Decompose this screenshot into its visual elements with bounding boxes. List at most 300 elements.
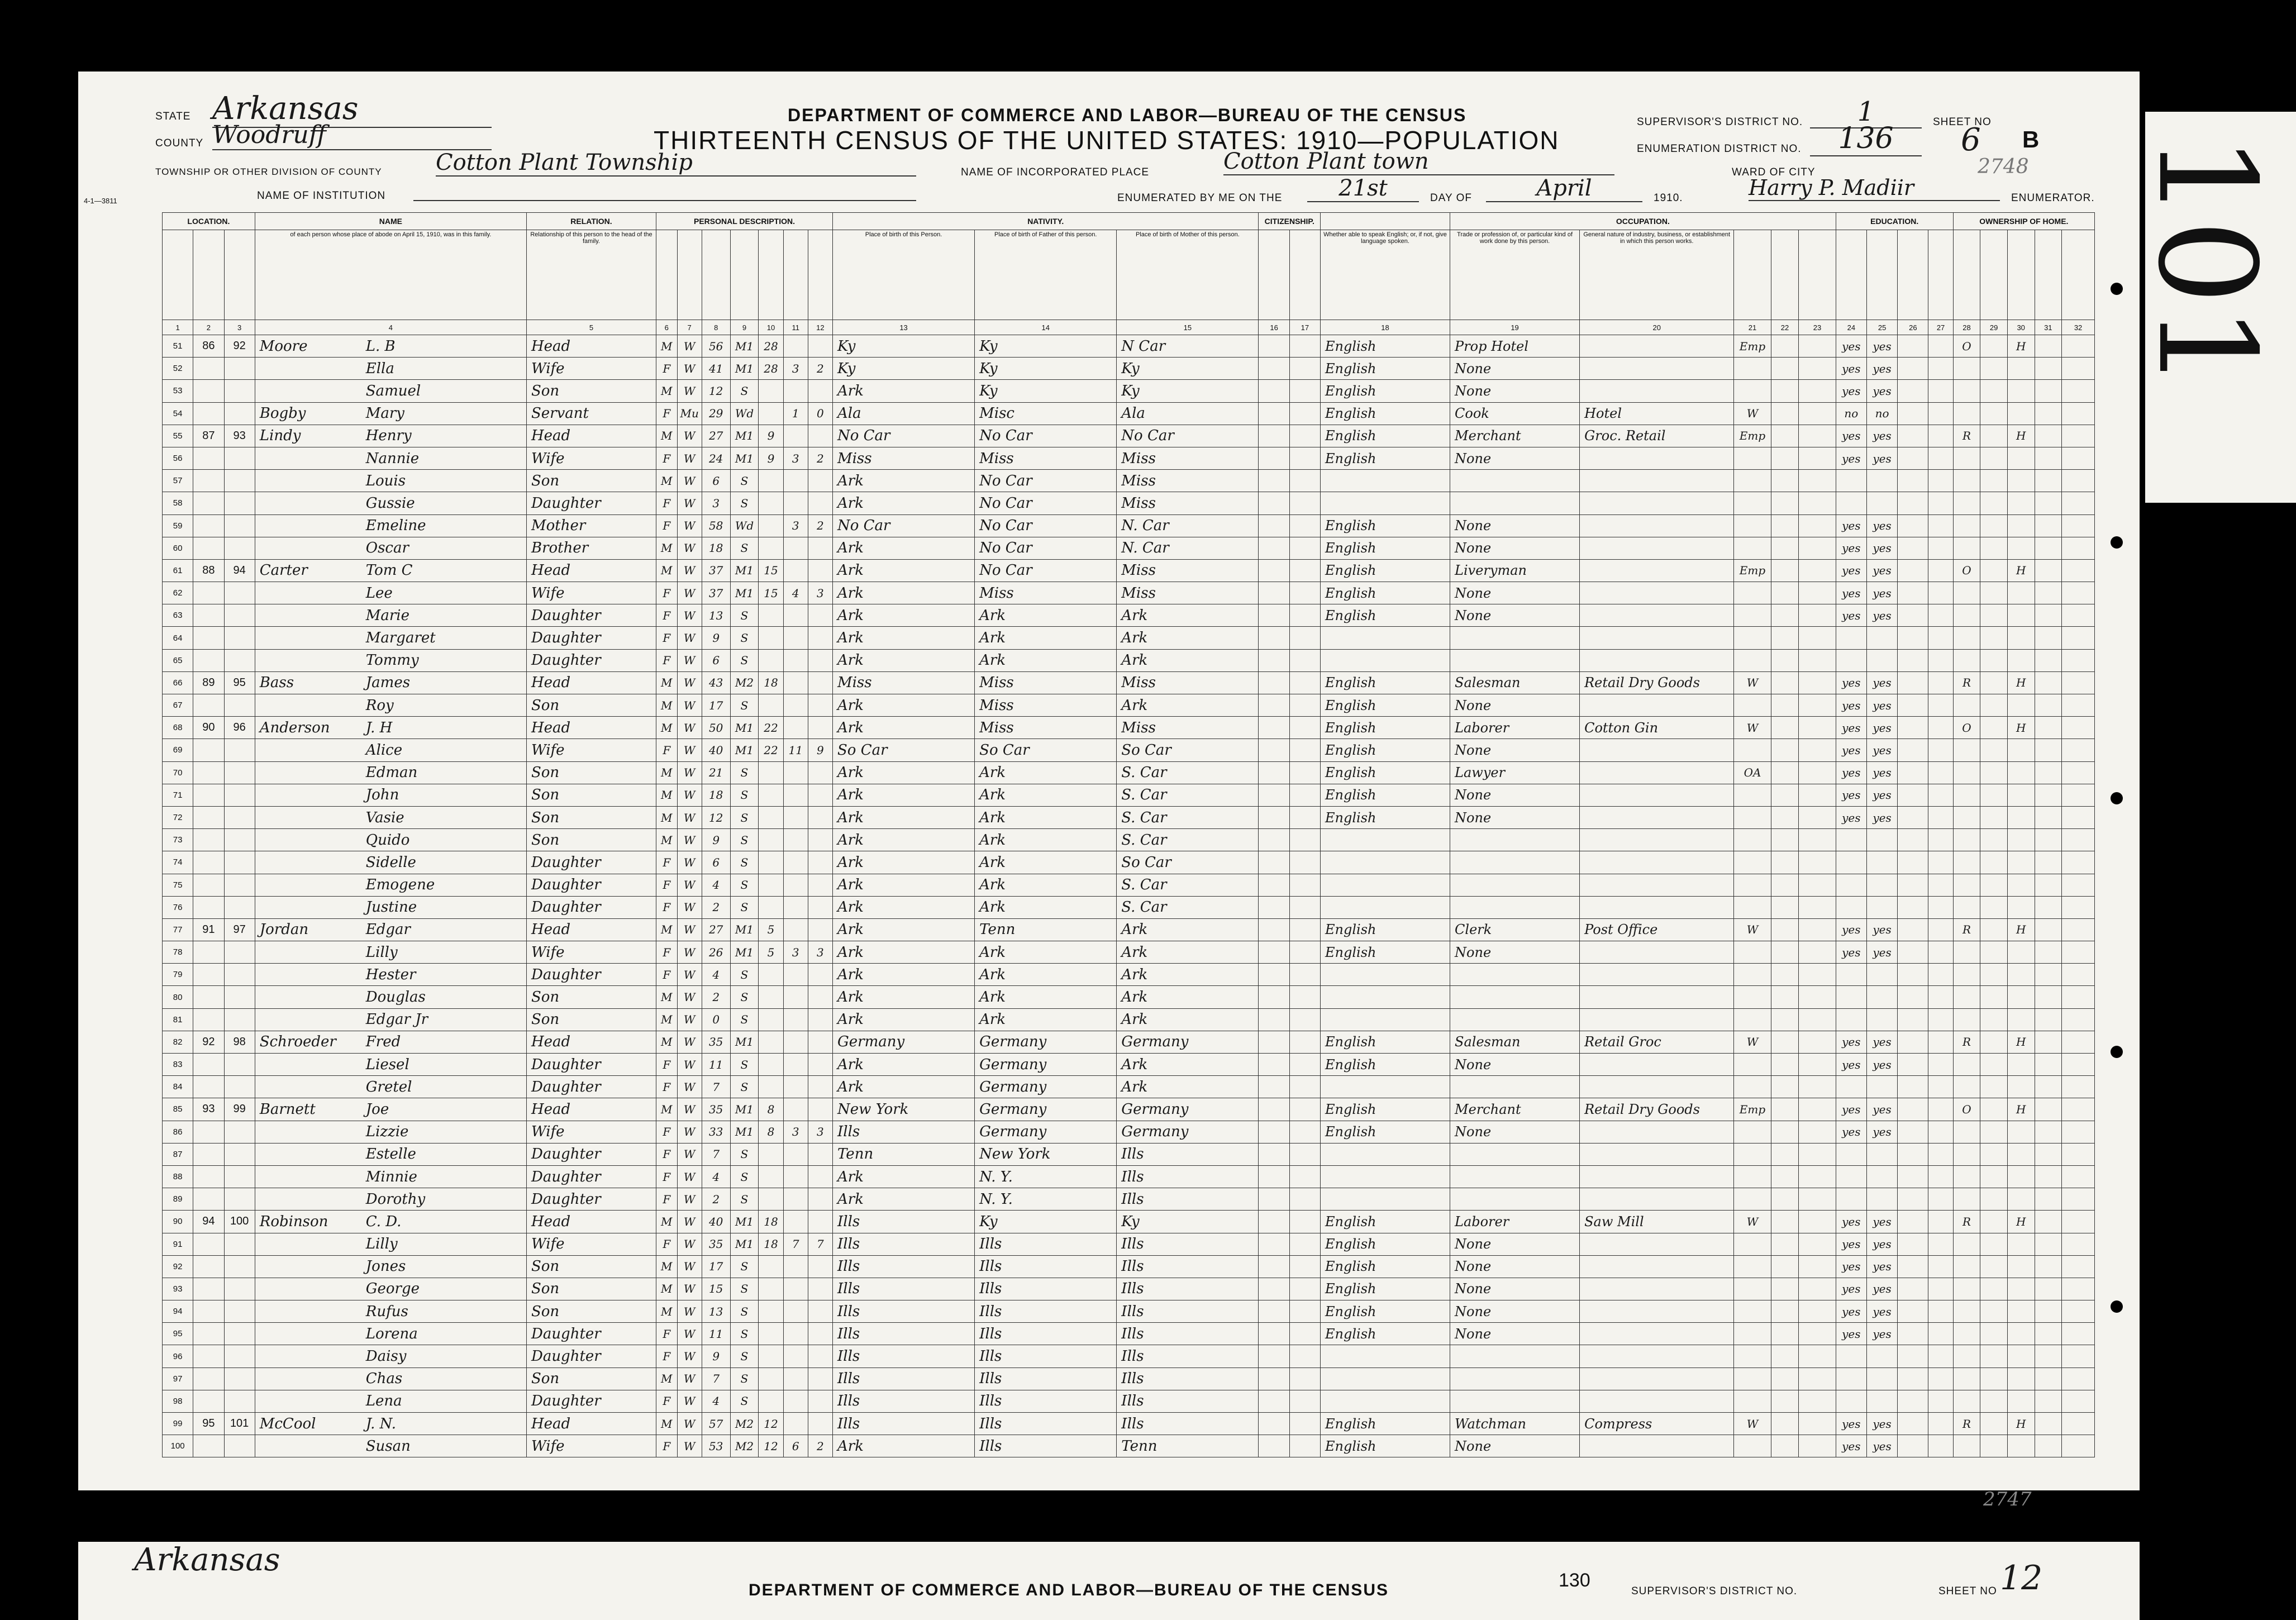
surname: Barnett xyxy=(259,1100,316,1118)
given-name: Oscar xyxy=(365,540,409,557)
empty-cell xyxy=(1259,1008,1289,1031)
table-row xyxy=(163,1413,2095,1435)
write-cell: yes xyxy=(1866,1435,1897,1457)
birthplace-cell: Ark xyxy=(832,829,974,851)
family-number xyxy=(224,1345,255,1368)
children-born-cell: 3 xyxy=(783,941,808,964)
empty-cell xyxy=(1289,649,1320,671)
read-cell xyxy=(1836,1345,1866,1368)
dwelling-number xyxy=(193,1076,224,1098)
language-cell: English xyxy=(1321,559,1450,582)
race-cell: W xyxy=(677,1323,702,1345)
dwelling-number: 90 xyxy=(193,717,224,739)
father-birthplace-cell: Ky xyxy=(975,335,1117,358)
employer-cell xyxy=(1734,784,1771,806)
employer-cell xyxy=(1734,806,1771,828)
mother-birthplace-cell: Ark xyxy=(1117,1076,1259,1098)
line-number: 70 xyxy=(163,761,193,784)
industry-cell xyxy=(1580,1345,1734,1368)
empty-cell xyxy=(1980,402,2008,425)
empty-cell xyxy=(1289,1031,1320,1053)
father-birthplace-cell: Misc xyxy=(975,402,1117,425)
children-living-cell xyxy=(808,649,832,671)
trade-cell: None xyxy=(1450,806,1580,828)
empty-cell xyxy=(2035,1233,2062,1255)
write-cell xyxy=(1866,627,1897,649)
empty-cell xyxy=(1898,335,1928,358)
given-name: Rufus xyxy=(365,1303,408,1320)
children-living-cell xyxy=(808,1031,832,1053)
race-cell: W xyxy=(677,1098,702,1121)
owned-cell xyxy=(1953,1345,1980,1368)
empty-cell xyxy=(2062,1390,2095,1412)
sex-cell: F xyxy=(656,1390,678,1412)
father-birthplace-cell: No Car xyxy=(975,492,1117,514)
empty-cell xyxy=(1980,1323,2008,1345)
empty-cell xyxy=(2035,784,2062,806)
supervisor-value: 1 xyxy=(1810,96,1922,128)
sex-cell: F xyxy=(656,447,678,469)
age-cell: 40 xyxy=(702,1211,730,1233)
children-born-cell xyxy=(783,537,808,559)
empty-cell xyxy=(1289,896,1320,918)
house-cell xyxy=(2007,358,2035,380)
father-birthplace-cell: Ills xyxy=(975,1255,1117,1278)
empty-cell xyxy=(2062,402,2095,425)
empty-cell xyxy=(1898,425,1928,447)
line-number: 57 xyxy=(163,470,193,492)
owned-cell xyxy=(1953,514,1980,537)
empty-cell xyxy=(2062,896,2095,918)
empty-cell xyxy=(2035,582,2062,604)
family-number xyxy=(224,380,255,402)
dwelling-number xyxy=(193,874,224,896)
sex-cell: M xyxy=(656,717,678,739)
industry-cell xyxy=(1580,1165,1734,1188)
table-row xyxy=(163,1390,2095,1412)
children-living-cell xyxy=(808,694,832,717)
race-cell: W xyxy=(677,1368,702,1390)
sex-cell: F xyxy=(656,1323,678,1345)
name-cell xyxy=(255,447,526,469)
table-row xyxy=(163,380,2095,402)
industry-cell xyxy=(1580,582,1734,604)
empty-cell xyxy=(1928,470,1953,492)
birthplace-cell: Ills xyxy=(832,1211,974,1233)
given-name: Lilly xyxy=(365,1236,398,1253)
family-number xyxy=(224,537,255,559)
empty-cell xyxy=(1980,514,2008,537)
column-number: 27 xyxy=(1928,320,1953,335)
write-cell: yes xyxy=(1866,447,1897,469)
column-number: 13 xyxy=(832,320,974,335)
empty-cell xyxy=(1980,1255,2008,1278)
father-birthplace-cell: Ark xyxy=(975,874,1117,896)
relation-cell: Daughter xyxy=(526,627,656,649)
empty-cell xyxy=(1289,514,1320,537)
owned-cell xyxy=(1953,1255,1980,1278)
name-cell xyxy=(255,1390,526,1412)
empty-cell xyxy=(1898,537,1928,559)
employer-cell: W xyxy=(1734,1413,1771,1435)
read-cell: yes xyxy=(1836,537,1866,559)
family-number xyxy=(224,761,255,784)
race-cell: W xyxy=(677,1143,702,1165)
empty-cell xyxy=(1289,402,1320,425)
name-cell xyxy=(255,986,526,1008)
race-cell: W xyxy=(677,851,702,874)
sex-cell: M xyxy=(656,1211,678,1233)
empty-cell xyxy=(1289,537,1320,559)
industry-cell xyxy=(1580,1121,1734,1143)
write-cell xyxy=(1866,1390,1897,1412)
empty-cell xyxy=(1980,559,2008,582)
empty-cell xyxy=(1289,1413,1320,1435)
children-living-cell xyxy=(808,717,832,739)
write-cell: yes xyxy=(1866,1121,1897,1143)
name-cell xyxy=(255,694,526,717)
empty-cell xyxy=(1259,1368,1289,1390)
nativity-header: NATIVITY. xyxy=(832,213,1259,230)
line-number: 94 xyxy=(163,1300,193,1323)
sex-cell: F xyxy=(656,627,678,649)
line-number: 99 xyxy=(163,1413,193,1435)
given-name: J. N. xyxy=(365,1415,397,1432)
owned-cell xyxy=(1953,1143,1980,1165)
marital-cell: S xyxy=(730,1300,759,1323)
birthplace-cell: Ark xyxy=(832,874,974,896)
employer-cell: OA xyxy=(1734,761,1771,784)
mother-birthplace-cell: Ark xyxy=(1117,627,1259,649)
empty-cell xyxy=(1289,739,1320,761)
column-number: 6 xyxy=(656,320,678,335)
language-cell: English xyxy=(1321,1255,1450,1278)
empty-cell xyxy=(1771,447,1799,469)
children-living-cell: 3 xyxy=(808,1121,832,1143)
house-cell: H xyxy=(2007,671,2035,694)
owned-cell xyxy=(1953,402,1980,425)
empty-cell xyxy=(1980,492,2008,514)
language-cell: English xyxy=(1321,335,1450,358)
empty-cell xyxy=(2035,447,2062,469)
house-cell: H xyxy=(2007,918,2035,941)
language-cell xyxy=(1321,851,1450,874)
empty-cell xyxy=(1259,761,1289,784)
empty-cell xyxy=(1898,559,1928,582)
birthplace-cell: Ark xyxy=(832,649,974,671)
owned-cell xyxy=(1953,739,1980,761)
industry-cell: Groc. Retail xyxy=(1580,425,1734,447)
marital-cell: S xyxy=(730,1188,759,1211)
column-number: 25 xyxy=(1866,320,1897,335)
trade-cell xyxy=(1450,829,1580,851)
children-living-cell: 2 xyxy=(808,514,832,537)
years-married-cell xyxy=(759,380,783,402)
age-cell: 17 xyxy=(702,694,730,717)
empty-cell xyxy=(1289,1076,1320,1098)
empty-cell xyxy=(1259,492,1289,514)
mother-birthplace-cell: Ills xyxy=(1117,1165,1259,1188)
employer-cell xyxy=(1734,1165,1771,1188)
column-number: 11 xyxy=(783,320,808,335)
name-cell xyxy=(255,514,526,537)
race-cell: W xyxy=(677,784,702,806)
line-number: 75 xyxy=(163,874,193,896)
empty-cell xyxy=(1898,806,1928,828)
read-cell: yes xyxy=(1836,694,1866,717)
given-name: Emogene xyxy=(365,876,435,894)
age-cell: 18 xyxy=(702,784,730,806)
relation-cell: Daughter xyxy=(526,1165,656,1188)
empty-cell xyxy=(2035,1390,2062,1412)
race-cell: W xyxy=(677,604,702,627)
empty-cell xyxy=(2035,941,2062,964)
birthplace-cell: Ala xyxy=(832,402,974,425)
house-cell xyxy=(2007,1345,2035,1368)
father-birthplace-cell: Germany xyxy=(975,1098,1117,1121)
empty-cell xyxy=(2062,1121,2095,1143)
punch-hole xyxy=(2111,1300,2123,1313)
race-cell: W xyxy=(677,761,702,784)
census-year: 1910. xyxy=(1654,192,1683,204)
empty-cell xyxy=(2062,514,2095,537)
empty-cell xyxy=(1289,1278,1320,1300)
name-cell xyxy=(255,358,526,380)
race-cell: W xyxy=(677,1076,702,1098)
relation-cell: Daughter xyxy=(526,649,656,671)
empty-cell xyxy=(1898,1278,1928,1300)
trade-cell: Salesman xyxy=(1450,1031,1580,1053)
age-cell: 7 xyxy=(702,1368,730,1390)
dwelling-number xyxy=(193,986,224,1008)
language-cell: English xyxy=(1321,1054,1450,1076)
industry-cell xyxy=(1580,694,1734,717)
table-row xyxy=(163,671,2095,694)
children-living-cell xyxy=(808,627,832,649)
empty-cell xyxy=(2035,829,2062,851)
empty-cell xyxy=(1799,358,1836,380)
years-married-cell xyxy=(759,1054,783,1076)
race-cell: W xyxy=(677,649,702,671)
employer-cell xyxy=(1734,470,1771,492)
table-row xyxy=(163,559,2095,582)
sex-cell: F xyxy=(656,402,678,425)
empty-cell xyxy=(1928,1165,1953,1188)
dwelling-number: 91 xyxy=(193,918,224,941)
age-cell: 56 xyxy=(702,335,730,358)
empty-cell xyxy=(1898,918,1928,941)
family-number xyxy=(224,1435,255,1457)
children-living-cell xyxy=(808,1368,832,1390)
incorporated-label: NAME OF INCORPORATED PLACE xyxy=(961,166,1150,178)
marital-cell: M2 xyxy=(730,1413,759,1435)
father-birthplace-cell: Miss xyxy=(975,671,1117,694)
marital-cell: S xyxy=(730,492,759,514)
empty-cell xyxy=(1898,447,1928,469)
empty-cell xyxy=(1771,559,1799,582)
family-number xyxy=(224,1121,255,1143)
age-cell: 7 xyxy=(702,1076,730,1098)
empty-cell xyxy=(1259,1233,1289,1255)
dwelling-number xyxy=(193,964,224,986)
read-cell: no xyxy=(1836,402,1866,425)
house-cell xyxy=(2007,1368,2035,1390)
empty-cell xyxy=(1771,1233,1799,1255)
employer-cell: W xyxy=(1734,918,1771,941)
given-name: L. B xyxy=(365,337,396,355)
industry-cell xyxy=(1580,1390,1734,1412)
empty-cell xyxy=(1289,1323,1320,1345)
language-cell: English xyxy=(1321,717,1450,739)
birthplace-cell: Ark xyxy=(832,851,974,874)
house-cell xyxy=(2007,874,2035,896)
house-cell xyxy=(2007,1054,2035,1076)
empty-cell xyxy=(1980,470,2008,492)
marital-cell: S xyxy=(730,694,759,717)
relation-description: Relationship of this person to the head of the family. xyxy=(526,230,656,320)
empty-cell xyxy=(1898,1323,1928,1345)
empty-cell xyxy=(2062,492,2095,514)
race-cell: W xyxy=(677,537,702,559)
punch-hole xyxy=(2111,792,2123,804)
employer-cell xyxy=(1734,627,1771,649)
language-cell: English xyxy=(1321,739,1450,761)
line-number: 91 xyxy=(163,1233,193,1255)
industry-cell xyxy=(1580,470,1734,492)
family-number xyxy=(224,358,255,380)
mother-birthplace-cell: Germany xyxy=(1117,1031,1259,1053)
house-cell xyxy=(2007,1323,2035,1345)
empty-cell xyxy=(1771,425,1799,447)
read-cell: yes xyxy=(1836,425,1866,447)
age-cell: 37 xyxy=(702,559,730,582)
empty-cell xyxy=(1799,1345,1836,1368)
empty-cell xyxy=(1771,627,1799,649)
empty-cell xyxy=(1259,1076,1289,1098)
years-married-cell xyxy=(759,806,783,828)
line-number: 59 xyxy=(163,514,193,537)
industry-cell xyxy=(1580,986,1734,1008)
empty-cell xyxy=(2062,1165,2095,1188)
mother-birthplace-cell: So Car xyxy=(1117,851,1259,874)
write-cell: yes xyxy=(1866,1031,1897,1053)
empty-cell xyxy=(1771,761,1799,784)
birthplace-cell: Ark xyxy=(832,470,974,492)
language-cell: English xyxy=(1321,784,1450,806)
marital-cell: S xyxy=(730,986,759,1008)
trade-cell xyxy=(1450,986,1580,1008)
language-cell: English xyxy=(1321,1098,1450,1121)
owned-cell xyxy=(1953,1390,1980,1412)
empty-cell xyxy=(2035,1054,2062,1076)
empty-cell xyxy=(1980,447,2008,469)
mother-birthplace-cell: Miss xyxy=(1117,492,1259,514)
industry-cell xyxy=(1580,1076,1734,1098)
relation-cell: Daughter xyxy=(526,1323,656,1345)
dwelling-number xyxy=(193,694,224,717)
sex-cell: M xyxy=(656,559,678,582)
empty-cell xyxy=(2062,941,2095,964)
father-birthplace-cell: Ky xyxy=(975,358,1117,380)
table-row xyxy=(163,537,2095,559)
marital-cell: S xyxy=(730,851,759,874)
trade-cell xyxy=(1450,874,1580,896)
industry-cell: Hotel xyxy=(1580,402,1734,425)
family-number xyxy=(224,1054,255,1076)
table-row xyxy=(163,1143,2095,1165)
trade-cell: None xyxy=(1450,1121,1580,1143)
empty-cell xyxy=(1771,1031,1799,1053)
years-married-cell xyxy=(759,851,783,874)
column-number: 15 xyxy=(1117,320,1259,335)
owned-cell xyxy=(1953,649,1980,671)
empty-cell xyxy=(2035,425,2062,447)
empty-cell xyxy=(1928,806,1953,828)
given-name: Mary xyxy=(365,405,404,422)
empty-cell xyxy=(1980,918,2008,941)
years-married-cell: 12 xyxy=(759,1413,783,1435)
age-cell: 27 xyxy=(702,918,730,941)
years-married-cell xyxy=(759,537,783,559)
house-cell xyxy=(2007,1435,2035,1457)
name-cell xyxy=(255,1121,526,1143)
father-birthplace-cell: So Car xyxy=(975,739,1117,761)
house-cell xyxy=(2007,761,2035,784)
empty-cell xyxy=(1289,874,1320,896)
father-birthplace-cell: Ills xyxy=(975,1278,1117,1300)
given-name: Margaret xyxy=(365,630,436,647)
line-number: 77 xyxy=(163,918,193,941)
empty-cell xyxy=(1771,1390,1799,1412)
empty-cell xyxy=(2035,964,2062,986)
write-cell: yes xyxy=(1866,604,1897,627)
given-name: Tom C xyxy=(365,562,413,579)
dwelling-number: 95 xyxy=(193,1413,224,1435)
language-cell xyxy=(1321,1076,1450,1098)
empty-cell xyxy=(1259,402,1289,425)
age-cell: 50 xyxy=(702,717,730,739)
father-birthplace-cell: Ark xyxy=(975,851,1117,874)
empty-cell xyxy=(1898,492,1928,514)
write-cell xyxy=(1866,1008,1897,1031)
children-born-cell xyxy=(783,829,808,851)
margin-number-bottom: 2747 xyxy=(1983,1488,2032,1511)
years-married-cell xyxy=(759,1345,783,1368)
years-married-cell xyxy=(759,649,783,671)
empty-cell xyxy=(1928,1233,1953,1255)
next-sheet-label: SHEET NO xyxy=(1938,1585,1997,1597)
children-living-cell xyxy=(808,671,832,694)
owned-cell xyxy=(1953,1368,1980,1390)
industry-cell xyxy=(1580,514,1734,537)
years-married-cell xyxy=(759,1368,783,1390)
line-number: 95 xyxy=(163,1323,193,1345)
relation-cell: Son xyxy=(526,694,656,717)
line-number: 55 xyxy=(163,425,193,447)
empty-cell xyxy=(1928,829,1953,851)
empty-cell xyxy=(2035,380,2062,402)
relation-cell: Head xyxy=(526,425,656,447)
relation-cell: Son xyxy=(526,1368,656,1390)
years-married-cell xyxy=(759,627,783,649)
empty-cell xyxy=(1928,1211,1953,1233)
empty-cell xyxy=(1799,470,1836,492)
empty-cell xyxy=(1289,851,1320,874)
age-cell: 13 xyxy=(702,604,730,627)
sex-cell: F xyxy=(656,941,678,964)
dwelling-number xyxy=(193,380,224,402)
empty-cell xyxy=(1799,717,1836,739)
